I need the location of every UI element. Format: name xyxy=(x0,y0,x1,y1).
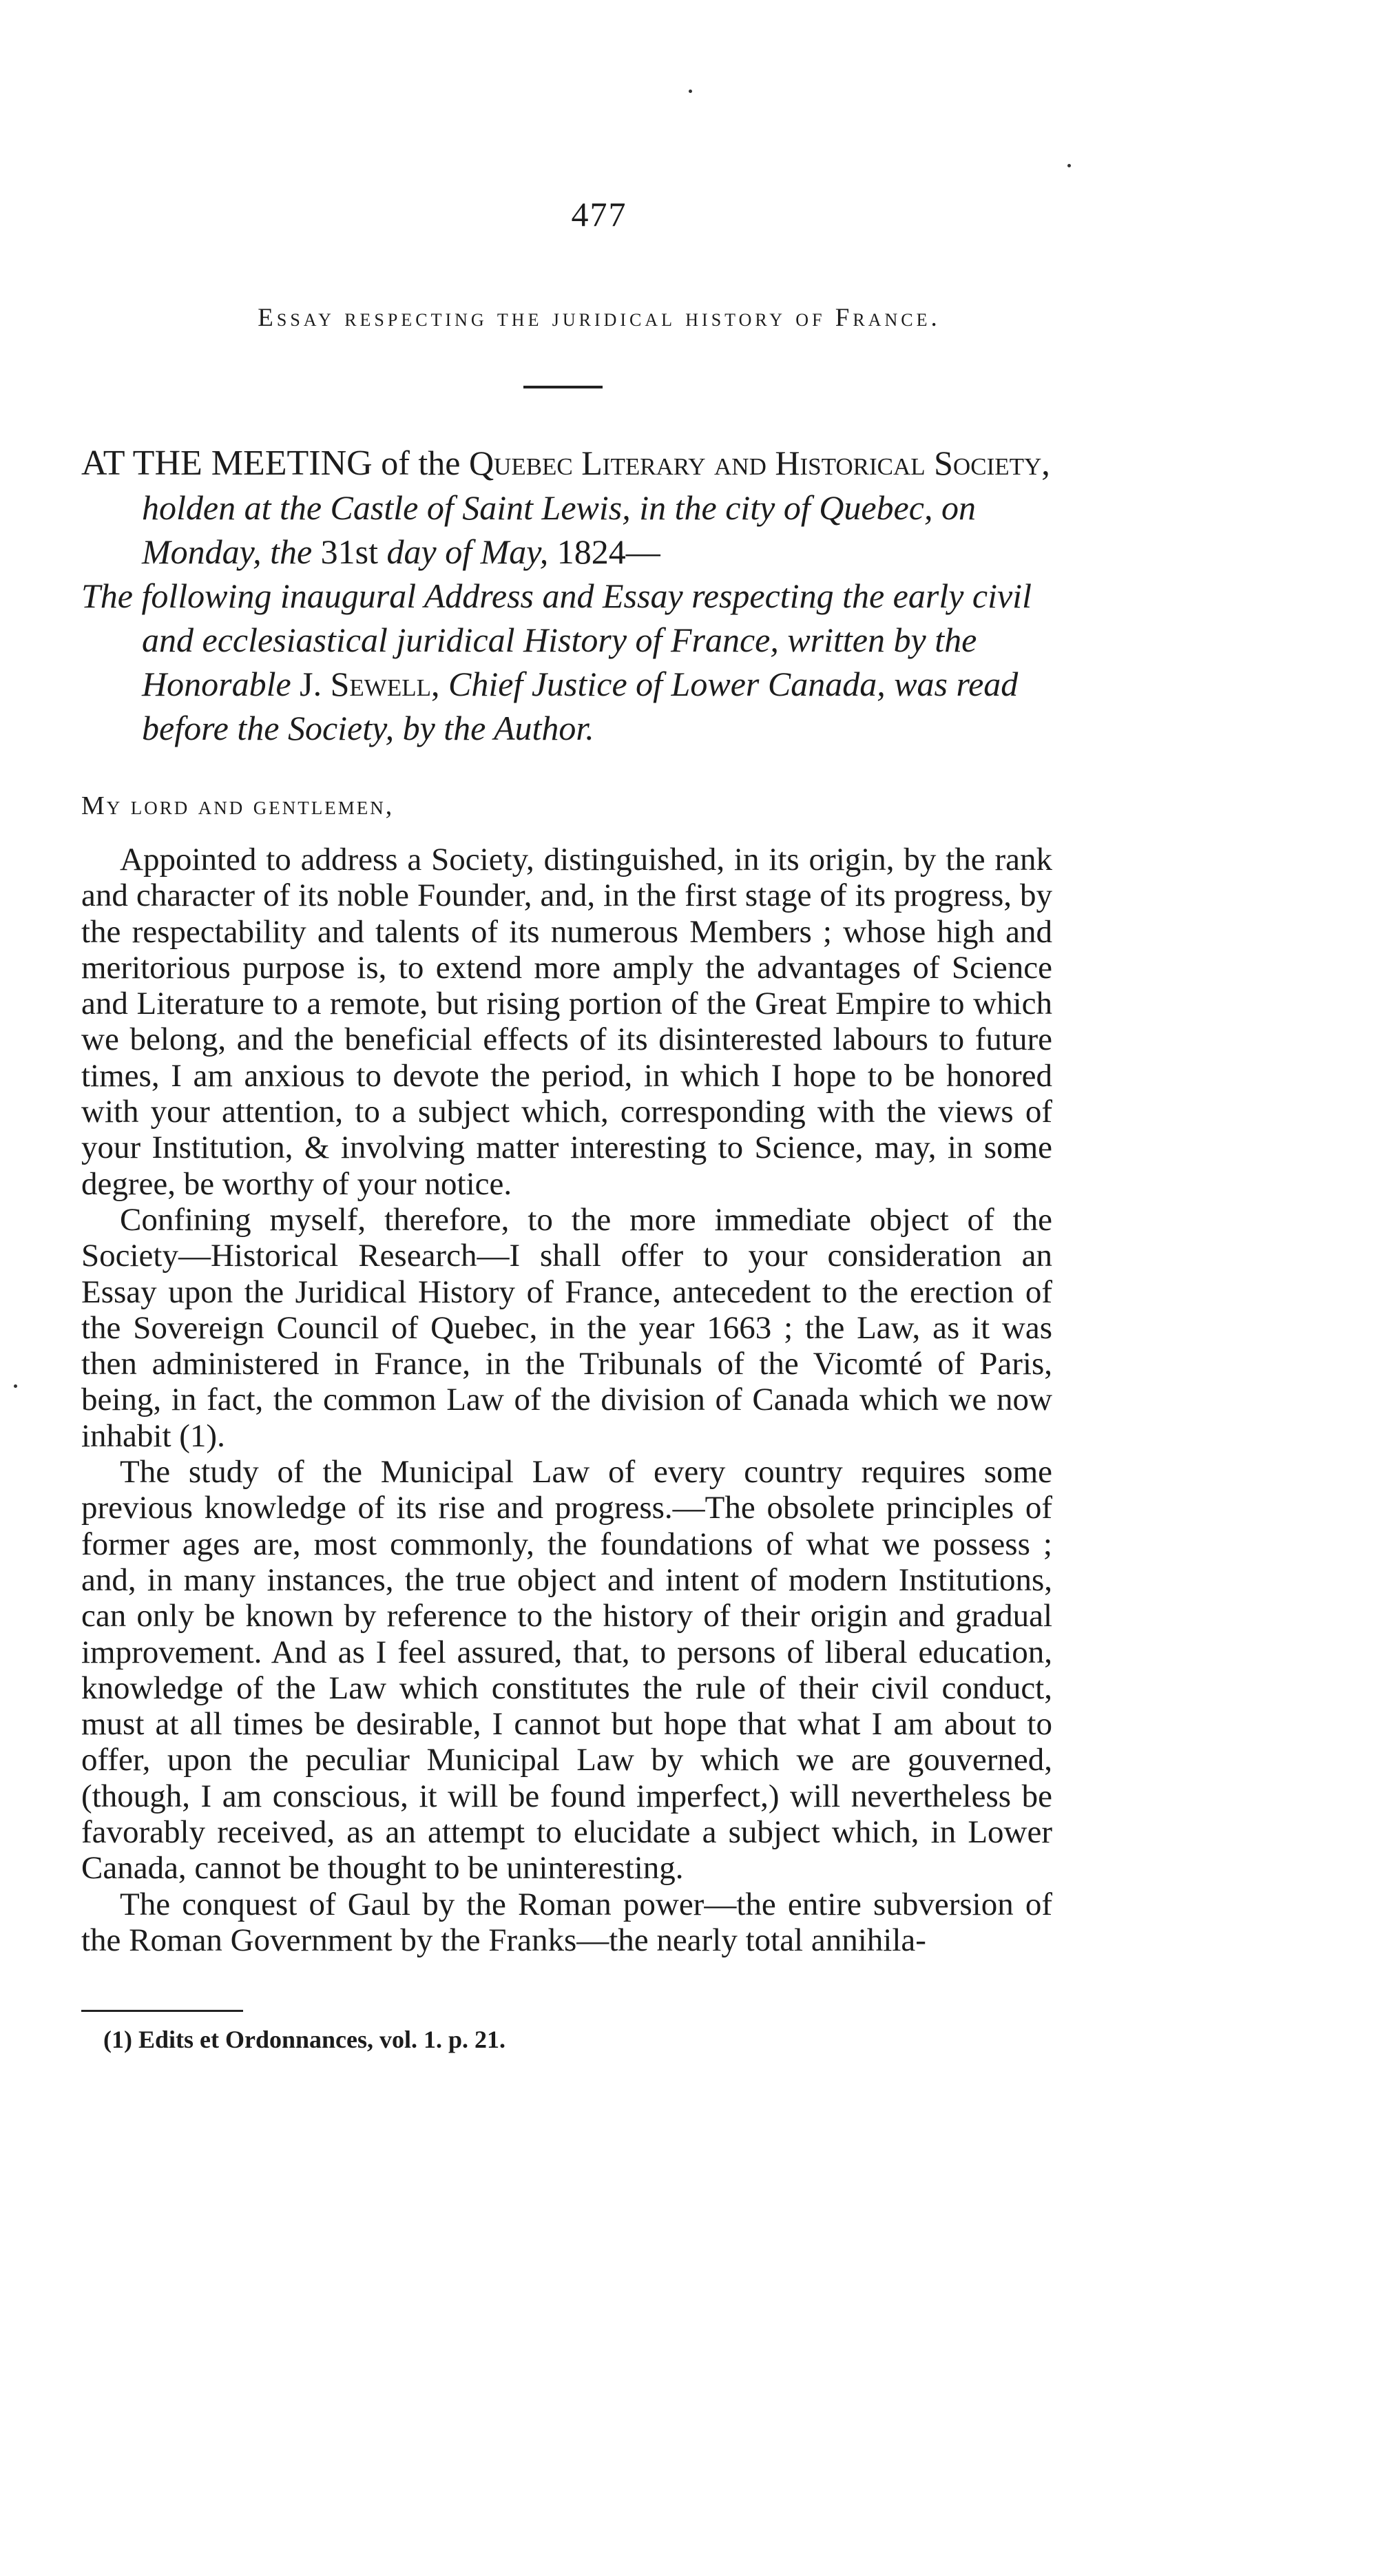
essay-title: Essay respecting the juridical history of France. xyxy=(258,304,941,332)
footnote-divider xyxy=(81,2010,243,2012)
meeting-year: 1824— xyxy=(548,532,660,571)
meeting-paragraph xyxy=(81,441,1059,574)
meeting-place: holden at the Castle of Saint Lewis, in the city of Quebec, on Monday, the xyxy=(142,488,976,571)
author-initial: J. xyxy=(300,665,331,703)
ink-speck xyxy=(689,90,692,93)
meeting-notice xyxy=(81,441,1059,750)
meeting-lead: AT THE MEETING xyxy=(81,444,373,483)
salutation: My lord and gentlemen, xyxy=(81,791,395,820)
address-paragraph xyxy=(81,574,1059,750)
address-description: The following inaugural Address and Essay respecting the early civil and ecclesiastical juridical History of France, written by the Honorable xyxy=(81,577,1032,703)
meeting-text: , xyxy=(1041,444,1050,482)
body-paragraph: The study of the Municipal Law of every country requires some previous knowledge of its rise and progress.—The obsolete principles of former ages are, most commonly, the foundations of what we possess ; and, in many instances, the true object and intent of modern Institutions, can only be known by reference to the history of their origin and gradual improvement. And as I feel assured, that, to persons of liberal education, knowledge of the Law which constitutes the rule of their civil conduct, must at all times be desirable, I cannot but hope that what I am about to offer, upon the peculiar Municipal Law by which we are gouverned, (though, I am conscious, it will be found imperfect,) will nevertheless be favorably received, as an attempt to elucidate a subject which, in Lower Canada, cannot be thought to be uninteresting. xyxy=(81,1454,1052,1887)
author-title: Chief Justice of Lower Canada, was read before the Society, by the Author. xyxy=(142,665,1019,747)
footnote: (1) Edits et Ordonnances, vol. 1. p. 21. xyxy=(103,2026,506,2053)
title-divider xyxy=(523,386,603,388)
address-text: , xyxy=(431,665,448,703)
meeting-text: of the xyxy=(372,444,469,482)
body-paragraph: The conquest of Gaul by the Roman power—the entire subversion of the Roman Government by the Franks—the nearly total annihila- xyxy=(81,1886,1052,1958)
author-name: Sewell xyxy=(330,665,431,703)
body-paragraph: Appointed to address a Society, distinguished, in its origin, by the rank and character of its noble Founder, and, in the first stage of its progress, by the respectability and talents of its numerous Members ; whose high and meritorious purpose is, to extend more amply the advantages of Science and Literature to a remote, but rising portion of the Great Empire to which we belong, and the beneficial effects of its disinterested labours to future times, I am anxious to devote the period, in which I hope to be honored with your attention, to a subject which, corresponding with the views of your Institution, & involving matter interesting to Science, may, in some degree, be worthy of your notice. xyxy=(81,842,1052,1202)
essay-body xyxy=(81,842,1052,1958)
ink-speck xyxy=(1067,164,1071,167)
page-number: 477 xyxy=(571,195,627,233)
body-paragraph: Confining myself, therefore, to the more immediate object of the Society—Historical Research—I shall offer to your consideration an Essay upon the Juridical History of France, antecedent to the erection of the Sovereign Council of Quebec, in the year 1663 ; the Law, as it was then administered in France, in the Tribunals of the Vicomté of Paris, being, in fact, the common Law of the division of Canada which we now inhabit (1). xyxy=(81,1201,1052,1454)
society-name: Quebec Literary and Historical Society xyxy=(468,444,1042,482)
ink-speck xyxy=(14,1384,17,1388)
meeting-month: day of May, xyxy=(378,532,549,571)
meeting-day: 31st xyxy=(320,532,379,571)
